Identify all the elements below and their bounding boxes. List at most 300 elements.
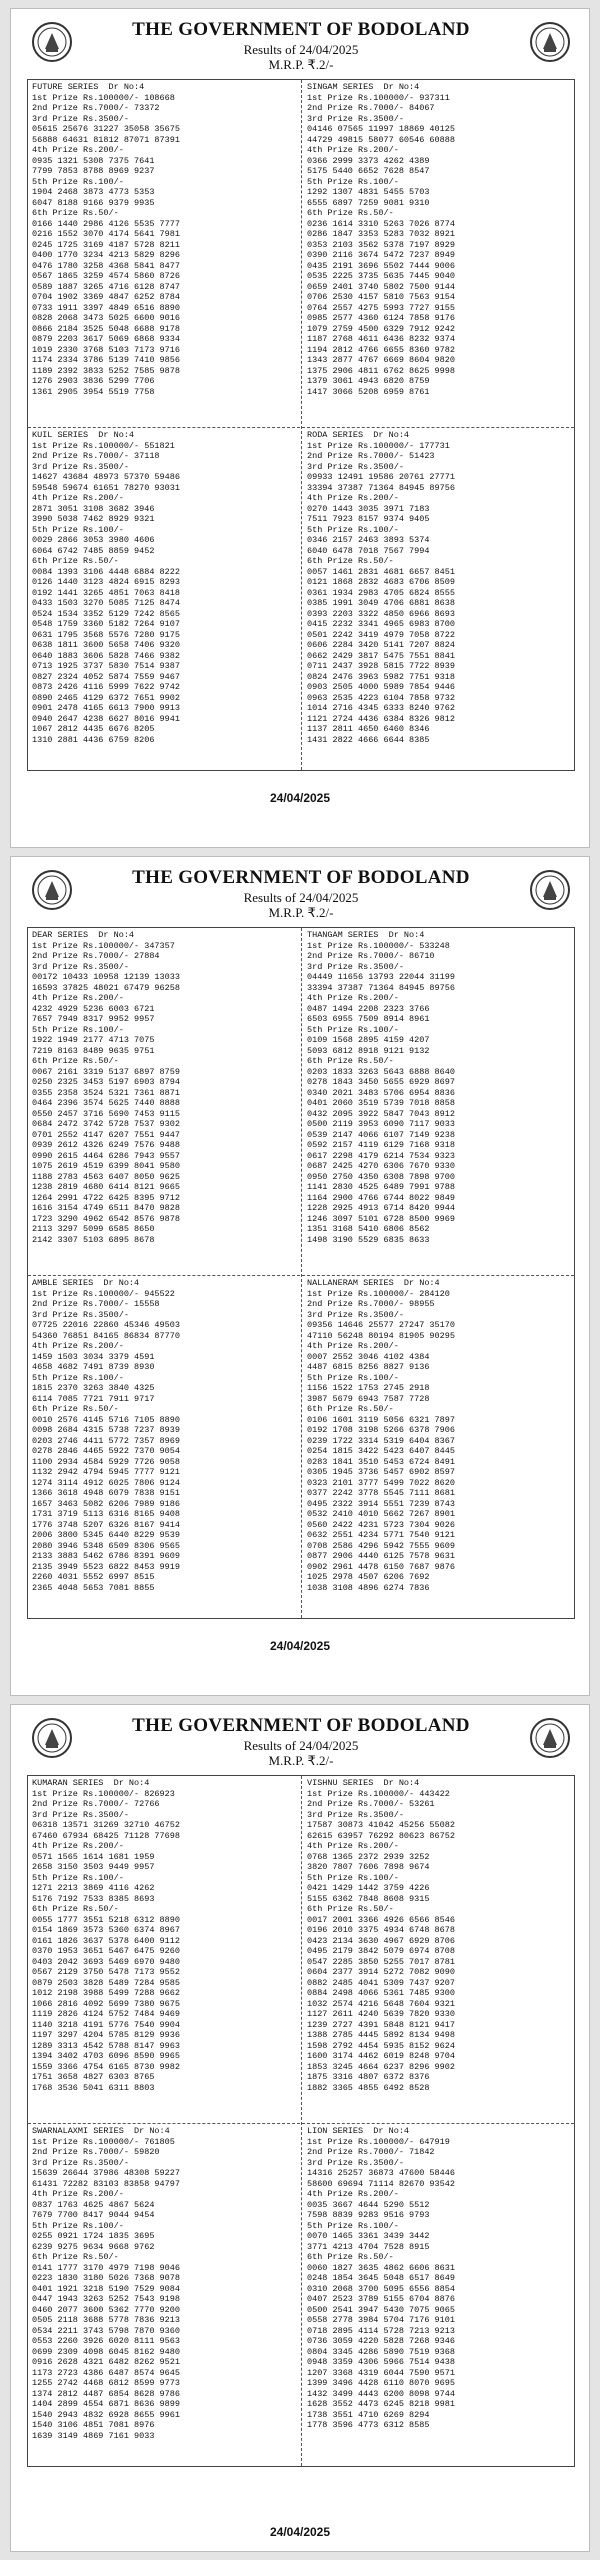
prize-numbers-row: 1121 2724 4436 6384 8326 9812 <box>307 713 455 724</box>
prize-numbers-row: 5176 7192 7533 8385 8693 <box>32 1893 155 1904</box>
prize-label: 6th Prize Rs.50/- <box>307 1056 394 1066</box>
second-prize: 2nd Prize Rs.7000/- 27884 <box>32 951 160 961</box>
prize-numbers-row: 0355 2358 3524 5321 7361 8871 <box>32 1087 180 1098</box>
first-prize: 1st Prize Rs.100000/- 761805 <box>32 2136 175 2147</box>
prize-numbers-row: 0500 2541 3947 5430 7075 9065 <box>307 2304 455 2315</box>
prize-numbers-row: 0948 3359 4306 5966 7514 9438 <box>307 2357 455 2367</box>
second-prize: 2nd Prize Rs.7000/- 98955 <box>307 1299 435 1309</box>
prize-numbers-row: 0029 2866 3053 3980 4606 <box>32 535 155 545</box>
prize-numbers-row: 0161 1826 3637 5378 6400 9112 <box>32 1935 180 1946</box>
prize-numbers-row: 0248 1854 3645 5048 6517 8649 <box>307 2273 455 2283</box>
prize-numbers-row: 0192 1441 3265 4851 7063 8418 <box>32 587 180 598</box>
prize-numbers-row: 1137 2811 4650 6460 8346 <box>307 724 430 734</box>
series-name: VISHNU SERIES Dr No:4 <box>307 1778 420 1788</box>
prize-numbers-row: 0877 2906 4440 6125 7578 9631 <box>307 1551 455 1561</box>
prize-numbers-row: 2658 3150 3503 9449 9957 <box>32 1862 155 1872</box>
emblem-icon <box>529 21 571 63</box>
prize-numbers-row: 0501 2242 3419 4979 7058 8722 <box>307 629 455 640</box>
prize-numbers-row: 0106 1601 3119 5056 6321 7897 <box>307 1414 455 1425</box>
prize-numbers-row: 1379 3061 4943 6820 8759 <box>307 376 430 386</box>
prize-numbers-row: 1768 3536 5041 6311 8803 <box>32 2082 155 2093</box>
first-prize: 1st Prize Rs.100000/- 826923 <box>32 1788 175 1799</box>
series-block <box>307 430 575 745</box>
prize-numbers-row: 0196 2010 3375 4934 6748 8678 <box>307 1925 455 1935</box>
prize-numbers-row: 0460 2077 3600 5362 7770 9200 <box>32 2304 180 2315</box>
prize-numbers-row: 0286 1847 3353 5283 7032 8921 <box>307 229 455 239</box>
prize-label: 4th Prize Rs.200/- <box>307 1341 399 1351</box>
prize-numbers-row: 0305 1945 3736 5457 6902 8597 <box>307 1467 455 1477</box>
first-prize: 1st Prize Rs.100000/- 945522 <box>32 1288 175 1299</box>
prize-numbers-row: 0659 2401 3740 5802 7500 9144 <box>307 281 455 292</box>
prize-numbers-row: 3990 5038 7462 8929 9321 <box>32 514 155 524</box>
series-name: NALLANERAM SERIES Dr No:4 <box>307 1278 440 1288</box>
prize-numbers-row: 0708 2586 4296 5942 7555 9609 <box>307 1540 455 1551</box>
prize-numbers-row: 0567 2129 3750 5478 7173 9552 <box>32 1967 180 1977</box>
column-divider <box>301 1776 302 2466</box>
prize-label: 3rd Prize Rs.3500/- <box>307 1309 404 1320</box>
prize-numbers-row: 07725 22016 22860 45346 49503 <box>32 1320 180 1330</box>
prize-numbers-row: 0560 2422 4231 5723 7304 9026 <box>307 1519 455 1530</box>
page-title: THE GOVERNMENT OF BODOLAND <box>132 867 470 888</box>
prize-numbers-row: 1239 2727 4391 5848 8121 9417 <box>307 2019 455 2030</box>
prize-numbers-row: 7219 8163 8489 9635 9751 <box>32 1045 155 1056</box>
prize-numbers-row: 33394 37387 71364 84945 89756 <box>307 982 455 993</box>
prize-numbers-row: 0141 1777 3170 4979 7198 9046 <box>32 2262 180 2273</box>
prize-label: 6th Prize Rs.50/- <box>307 1904 394 1914</box>
prize-numbers-row: 47110 56248 80194 81905 90295 <box>307 1330 455 1341</box>
prize-numbers-row: 1361 2905 3954 5519 7758 <box>32 386 155 397</box>
column-divider <box>301 928 302 1618</box>
prize-numbers-row: 0017 2001 3366 4926 6566 8546 <box>307 1914 455 1925</box>
series-name: SWARNALAXMI SERIES Dr No:4 <box>32 2126 170 2136</box>
prize-numbers-row: 44729 49815 58077 60546 60888 <box>307 134 455 145</box>
prize-numbers-row: 0035 3667 4644 5290 5512 <box>307 2199 430 2210</box>
prize-numbers-row: 0553 2260 3926 6020 8111 9563 <box>32 2336 180 2346</box>
prize-numbers-row: 1875 3316 4807 6372 8376 <box>307 2072 430 2082</box>
prize-numbers-row: 1922 1949 2177 4713 7075 <box>32 1035 155 1045</box>
prize-numbers-row: 0464 2396 3574 5625 7440 8888 <box>32 1098 180 1108</box>
result-sheet-3 <box>10 1704 590 2552</box>
prize-numbers-row: 0250 2325 3453 5197 6903 8794 <box>32 1077 180 1087</box>
prize-numbers-row: 1292 1307 4831 5455 5703 <box>307 187 430 197</box>
second-prize: 2nd Prize Rs.7000/- 86710 <box>307 951 435 961</box>
prize-numbers-row: 04146 07565 11997 18869 40125 <box>307 124 455 134</box>
prize-numbers-row: 7598 8839 9283 9516 9793 <box>307 2210 430 2220</box>
prize-numbers-row: 6064 6742 7485 8859 9452 <box>32 545 155 556</box>
prize-numbers-row: 0837 1763 4625 4867 5624 <box>32 2199 155 2210</box>
prize-numbers-row: 0401 2060 3519 5739 7018 8858 <box>307 1098 455 1108</box>
prize-numbers-row: 1343 2877 4767 6669 8604 9820 <box>307 355 455 365</box>
prize-label: 6th Prize Rs.50/- <box>32 1904 119 1914</box>
prize-numbers-row: 0393 2203 3322 4850 6966 8693 <box>307 608 455 619</box>
prize-numbers-row: 0254 1815 3422 5423 6407 8445 <box>307 1446 455 1456</box>
first-prize: 1st Prize Rs.100000/- 347357 <box>32 940 175 951</box>
prize-numbers-row: 04449 11656 13793 22044 31199 <box>307 972 455 982</box>
prize-numbers-row: 1164 2900 4766 6744 8022 9849 <box>307 1192 455 1203</box>
prize-numbers-row: 0255 0921 1724 1835 3695 <box>32 2231 155 2241</box>
second-prize: 2nd Prize Rs.7000/- 84067 <box>307 103 435 113</box>
prize-numbers-row: 3820 7807 7606 7898 9674 <box>307 1862 430 1872</box>
prize-numbers-row: 1187 2768 4611 6436 8232 9374 <box>307 334 455 344</box>
footer-date: 24/04/2025 <box>269 2525 331 2539</box>
prize-numbers-row: 0733 1911 3397 4849 6516 8890 <box>32 302 180 313</box>
prize-label: 5th Prize Rs.100/- <box>307 2220 399 2231</box>
second-prize: 2nd Prize Rs.7000/- 51423 <box>307 451 435 461</box>
prize-numbers-row: 2133 3883 5462 6786 8391 9609 <box>32 1551 180 1561</box>
prize-label: 6th Prize Rs.50/- <box>307 1404 394 1414</box>
prize-label: 3rd Prize Rs.3500/- <box>307 461 404 472</box>
prize-numbers-row: 1173 2723 4386 6487 8574 9645 <box>32 2367 180 2378</box>
prize-numbers-row: 0764 2557 4275 5993 7727 9155 <box>307 302 455 313</box>
result-sheet-1 <box>10 8 590 848</box>
prize-numbers-row: 0377 2242 3778 5545 7111 8681 <box>307 1488 455 1498</box>
series-block <box>307 930 575 1245</box>
prize-numbers-row: 1388 2785 4445 5892 8134 9498 <box>307 2030 455 2040</box>
prize-numbers-row: 1366 3618 4948 6079 7838 9151 <box>32 1488 180 1498</box>
prize-numbers-row: 1778 3596 4773 6312 8585 <box>307 2420 430 2430</box>
prize-label: 3rd Prize Rs.3500/- <box>32 961 129 972</box>
prize-numbers-row: 0963 2535 4223 6104 7858 9732 <box>307 692 455 703</box>
prize-numbers-row: 17587 30873 41042 45256 55082 <box>307 1820 455 1830</box>
prize-label: 3rd Prize Rs.3500/- <box>307 1809 404 1820</box>
prize-numbers-row: 0687 2425 4270 6306 7670 9330 <box>307 1161 455 1171</box>
series-block <box>307 82 575 397</box>
prize-numbers-row: 0310 2068 3700 5095 6556 8854 <box>307 2283 455 2294</box>
prize-numbers-row: 1540 2943 4832 6928 8655 9961 <box>32 2409 180 2420</box>
prize-numbers-row: 1274 3114 4912 6025 7806 9124 <box>32 1477 180 1488</box>
prize-numbers-row: 0236 1614 3310 5263 7026 8774 <box>307 218 455 229</box>
prize-numbers-row: 1432 3499 4443 6200 8098 9744 <box>307 2388 455 2399</box>
prize-numbers-row: 0617 2298 4179 6214 7534 9323 <box>307 1150 455 1161</box>
prize-numbers-row: 0804 3345 4286 5890 7519 9368 <box>307 2346 455 2357</box>
prize-numbers-row: 7657 7949 8317 9952 9957 <box>32 1014 155 1024</box>
prize-numbers-row: 1264 2991 4722 6425 8395 9712 <box>32 1192 180 1203</box>
prize-numbers-row: 0433 1503 3270 5085 7125 8474 <box>32 598 180 608</box>
prize-numbers-row: 0534 2211 3743 5798 7870 9360 <box>32 2325 180 2336</box>
prize-numbers-row: 0903 2505 4000 5989 7854 9446 <box>307 682 455 692</box>
prize-label: 6th Prize Rs.50/- <box>307 2252 394 2262</box>
prize-numbers-row: 2142 3307 5103 6895 8678 <box>32 1234 155 1245</box>
footer-date: 24/04/2025 <box>269 1639 331 1653</box>
results-grid <box>27 1775 575 2467</box>
prize-numbers-row: 0361 1934 2983 4705 6824 8555 <box>307 587 455 598</box>
prize-numbers-row: 1066 2816 4092 5699 7380 9675 <box>32 1998 180 2009</box>
prize-numbers-row: 0400 1770 3234 4213 5829 8296 <box>32 250 180 260</box>
prize-numbers-row: 0007 2552 3046 4102 4384 <box>307 1351 430 1362</box>
prize-numbers-row: 2260 4031 5552 6997 8515 <box>32 1572 155 1582</box>
prize-numbers-row: 0547 2285 3850 5255 7017 8781 <box>307 1956 455 1967</box>
prize-label: 4th Prize Rs.200/- <box>32 993 124 1003</box>
prize-numbers-row: 0423 2134 3630 4967 6929 8706 <box>307 1935 455 1946</box>
prize-numbers-row: 0435 2191 3696 5502 7444 9006 <box>307 260 455 271</box>
prize-numbers-row: 1289 3313 4542 5788 8147 9963 <box>32 2040 180 2051</box>
prize-numbers-row: 0550 2457 3716 5690 7453 9115 <box>32 1108 180 1119</box>
prize-numbers-row: 1019 2330 3768 5103 7173 9716 <box>32 344 180 355</box>
prize-numbers-row: 0592 2157 4119 6129 7168 9318 <box>307 1140 455 1150</box>
prize-numbers-row: 0283 1841 3510 5453 6724 8491 <box>307 1456 455 1467</box>
first-prize: 1st Prize Rs.100000/- 937311 <box>307 92 450 103</box>
prize-numbers-row: 1600 3174 4462 6019 8248 9704 <box>307 2051 455 2061</box>
prize-numbers-row: 0432 2095 3922 5847 7043 8912 <box>307 1108 455 1119</box>
prize-numbers-row: 0340 2021 3483 5706 6954 8836 <box>307 1087 455 1098</box>
prize-numbers-row: 0890 2465 4129 6372 7651 9902 <box>32 692 180 703</box>
prize-numbers-row: 06318 13571 31269 32710 46752 <box>32 1820 180 1830</box>
prize-label: 6th Prize Rs.50/- <box>32 2252 119 2262</box>
prize-numbers-row: 1628 3552 4473 6245 8218 9981 <box>307 2399 455 2409</box>
prize-numbers-row: 33394 37387 71364 84945 89756 <box>307 482 455 493</box>
page-title: THE GOVERNMENT OF BODOLAND <box>132 19 470 40</box>
prize-numbers-row: 1394 3402 4703 6096 8590 9965 <box>32 2051 180 2061</box>
prize-numbers-row: 5093 6812 8918 9121 9132 <box>307 1045 430 1056</box>
series-block <box>32 430 300 745</box>
prize-numbers-row: 0346 2157 2463 3893 5374 <box>307 535 430 545</box>
prize-numbers-row: 1374 2812 4487 6854 8628 9786 <box>32 2388 180 2399</box>
prize-numbers-row: 6503 6955 7509 8914 8961 <box>307 1014 430 1024</box>
prize-label: 4th Prize Rs.200/- <box>32 2189 124 2199</box>
prize-numbers-row: 0539 2147 4066 6107 7149 9238 <box>307 1129 455 1140</box>
prize-numbers-row: 0718 2895 4114 5728 7213 9213 <box>307 2325 455 2336</box>
prize-label: 6th Prize Rs.50/- <box>307 208 394 218</box>
prize-numbers-row: 1207 3368 4319 6044 7590 9571 <box>307 2367 455 2378</box>
prize-label: 3rd Prize Rs.3500/- <box>32 113 129 124</box>
prize-numbers-row: 1032 2574 4216 5648 7604 9321 <box>307 1998 455 2009</box>
footer-date: 24/04/2025 <box>269 791 331 805</box>
prize-numbers-row: 2135 3949 5523 6822 8453 9919 <box>32 1561 180 1572</box>
prize-label: 4th Prize Rs.200/- <box>307 993 399 1003</box>
prize-numbers-row: 1156 1522 1753 2745 2918 <box>307 1383 430 1393</box>
prize-label: 5th Prize Rs.100/- <box>307 176 399 187</box>
series-name: DEAR SERIES Dr No:4 <box>32 930 135 940</box>
prize-numbers-row: 00172 10433 10958 12139 13033 <box>32 972 180 982</box>
prize-numbers-row: 0935 1321 5308 7375 7641 <box>32 155 155 166</box>
prize-label: 4th Prize Rs.200/- <box>32 1841 124 1851</box>
prize-numbers-row: 4487 6815 8256 8827 9136 <box>307 1362 430 1372</box>
prize-numbers-row: 6040 6478 7018 7567 7994 <box>307 545 430 556</box>
emblem-icon <box>529 1717 571 1759</box>
prize-numbers-row: 0505 2118 3688 5778 7836 9213 <box>32 2315 180 2325</box>
prize-numbers-row: 0495 2179 3842 5079 6974 8708 <box>307 1946 455 1956</box>
prize-numbers-row: 4232 4929 5236 6003 6721 <box>32 1003 155 1014</box>
prize-label: 6th Prize Rs.50/- <box>307 556 394 566</box>
prize-numbers-row: 14627 43684 48973 57370 59486 <box>32 472 180 482</box>
prize-numbers-row: 1431 2822 4666 6644 8385 <box>307 734 430 745</box>
prize-numbers-row: 1255 2742 4468 6812 8599 9773 <box>32 2378 180 2388</box>
prize-numbers-row: 2006 3800 5345 6440 8229 9539 <box>32 1530 180 1540</box>
prize-numbers-row: 4658 4682 7491 8739 8930 <box>32 1362 155 1372</box>
prize-numbers-row: 0403 2042 3693 5469 6970 9480 <box>32 1956 180 1967</box>
prize-numbers-row: 1559 3366 4754 6165 8730 9982 <box>32 2061 180 2072</box>
prize-label: 5th Prize Rs.100/- <box>307 524 399 535</box>
prize-numbers-row: 0684 2472 3742 5728 7537 9302 <box>32 1119 180 1129</box>
prize-numbers-row: 0154 1869 3573 5360 6374 8967 <box>32 1925 180 1935</box>
prize-numbers-row: 0010 2576 4145 5716 7105 8890 <box>32 1414 180 1425</box>
prize-numbers-row: 0223 1830 3180 5026 7368 9078 <box>32 2273 180 2283</box>
prize-numbers-row: 0571 1565 1614 1681 1959 <box>32 1851 155 1862</box>
prize-numbers-row: 1100 2934 4584 5929 7726 9058 <box>32 1456 180 1467</box>
prize-numbers-row: 62615 63957 76292 80623 86752 <box>307 1830 455 1841</box>
prize-label: 3rd Prize Rs.3500/- <box>32 1309 129 1320</box>
prize-numbers-row: 0950 2750 4350 6308 7898 9700 <box>307 1171 455 1182</box>
prize-numbers-row: 0216 1552 3070 4174 5641 7981 <box>32 229 180 239</box>
prize-numbers-row: 2080 3946 5348 6509 8306 9565 <box>32 1540 180 1551</box>
prize-numbers-row: 1904 2468 3873 4773 5353 <box>32 187 155 197</box>
prize-label: 6th Prize Rs.50/- <box>32 556 119 566</box>
series-block <box>307 1278 575 1593</box>
prize-numbers-row: 1639 3149 4869 7161 9033 <box>32 2430 155 2441</box>
prize-numbers-row: 0558 2778 3984 5704 7176 9101 <box>307 2315 455 2325</box>
prize-numbers-row: 05615 25676 31227 35058 35675 <box>32 124 180 134</box>
prize-label: 5th Prize Rs.100/- <box>32 1372 124 1383</box>
prize-numbers-row: 1025 2978 4507 6206 7692 <box>307 1572 430 1582</box>
prize-numbers-row: 0884 2498 4066 5361 7485 9300 <box>307 1988 455 1998</box>
prize-numbers-row: 54360 76851 84165 86834 87770 <box>32 1330 180 1341</box>
prize-numbers-row: 1038 3108 4896 6274 7836 <box>307 1582 430 1593</box>
prize-numbers-row: 6239 9275 9634 9668 9762 <box>32 2241 155 2252</box>
first-prize: 1st Prize Rs.100000/- 443422 <box>307 1788 450 1799</box>
prize-numbers-row: 7511 7923 8157 9374 9405 <box>307 514 430 524</box>
prize-numbers-row: 0239 1722 3314 5319 6404 8367 <box>307 1435 455 1446</box>
prize-label: 3rd Prize Rs.3500/- <box>32 461 129 472</box>
series-block <box>307 2126 575 2431</box>
prize-label: 3rd Prize Rs.3500/- <box>32 1809 129 1820</box>
prize-numbers-row: 2365 4048 5653 7081 8855 <box>32 1582 155 1593</box>
prize-numbers-row: 1067 2812 4435 6676 8205 <box>32 724 155 734</box>
prize-numbers-row: 0385 1991 3049 4706 6881 8638 <box>307 598 455 608</box>
prize-numbers-row: 0701 2552 4147 6207 7551 9447 <box>32 1129 180 1140</box>
first-prize: 1st Prize Rs.100000/- 533248 <box>307 940 450 951</box>
prize-numbers-row: 0699 2309 4098 6045 8162 9480 <box>32 2346 180 2357</box>
sheet-header <box>11 857 591 931</box>
prize-numbers-row: 1616 3154 4749 6511 8470 9828 <box>32 1203 180 1213</box>
prize-label: 5th Prize Rs.100/- <box>32 524 124 535</box>
prize-numbers-row: 0109 1568 2895 4159 4207 <box>307 1035 430 1045</box>
second-prize: 2nd Prize Rs.7000/- 37118 <box>32 451 160 461</box>
prize-label: 5th Prize Rs.100/- <box>32 2220 124 2231</box>
prize-numbers-row: 1738 3551 4710 6269 8294 <box>307 2409 430 2420</box>
second-prize: 2nd Prize Rs.7000/- 15558 <box>32 1299 160 1309</box>
prize-numbers-row: 1723 3290 4962 6542 8576 9878 <box>32 1213 180 1224</box>
results-grid <box>27 927 575 1619</box>
prize-numbers-row: 0711 2437 3928 5815 7722 8939 <box>307 661 455 671</box>
prize-numbers-row: 0704 1902 3369 4847 6252 8784 <box>32 292 180 302</box>
prize-numbers-row: 1140 3218 4191 5776 7540 9904 <box>32 2019 180 2030</box>
series-name: FUTURE SERIES Dr No:4 <box>32 82 145 92</box>
prize-numbers-row: 1127 2611 4240 5639 7820 9330 <box>307 2009 455 2019</box>
prize-numbers-row: 0278 2846 4465 5922 7370 9054 <box>32 1446 180 1456</box>
results-date: Results of 24/04/2025 <box>243 42 359 57</box>
series-name: KUMARAN SERIES Dr No:4 <box>32 1778 150 1788</box>
series-block <box>307 1778 575 2093</box>
prize-numbers-row: 0447 1943 3263 5252 7543 9198 <box>32 2294 180 2304</box>
series-name: KUIL SERIES Dr No:4 <box>32 430 135 440</box>
prize-numbers-row: 0057 1461 2831 4681 6657 8451 <box>307 566 455 577</box>
prize-numbers-row: 1132 2942 4794 5945 7777 9121 <box>32 1467 180 1477</box>
prize-numbers-row: 0902 2961 4478 6150 7687 9876 <box>307 1561 455 1572</box>
prize-numbers-row: 0535 2225 3735 5635 7445 9040 <box>307 271 455 281</box>
prize-label: 4th Prize Rs.200/- <box>307 493 399 503</box>
prize-numbers-row: 0631 1795 3568 5576 7280 9175 <box>32 629 180 640</box>
sheet-header <box>11 9 591 83</box>
prize-label: 3rd Prize Rs.3500/- <box>32 2157 129 2168</box>
prize-numbers-row: 0879 2503 3828 5489 7284 9585 <box>32 1977 180 1988</box>
prize-numbers-row: 1751 3658 4827 6303 8765 <box>32 2072 155 2082</box>
prize-numbers-row: 1246 3097 5101 6728 8500 9969 <box>307 1213 455 1224</box>
prize-numbers-row: 61431 72282 83103 83858 94797 <box>32 2178 180 2189</box>
prize-numbers-row: 0873 2426 4116 5999 7622 9742 <box>32 682 180 692</box>
prize-numbers-row: 1197 3297 4204 5785 8129 9936 <box>32 2030 180 2040</box>
prize-numbers-row: 1271 2213 3869 4116 4262 <box>32 1883 155 1893</box>
prize-label: 4th Prize Rs.200/- <box>32 493 124 503</box>
first-prize: 1st Prize Rs.100000/- 108668 <box>32 92 175 103</box>
prize-numbers-row: 0990 2615 4464 6286 7943 9557 <box>32 1150 180 1161</box>
prize-label: 5th Prize Rs.100/- <box>32 176 124 187</box>
prize-numbers-row: 1351 3168 5410 6806 8562 <box>307 1224 430 1234</box>
prize-numbers-row: 2871 3051 3108 3682 3946 <box>32 503 155 514</box>
prize-numbers-row: 0166 1440 2986 4126 5535 7777 <box>32 218 180 229</box>
prize-numbers-row: 0827 2324 4052 5874 7559 9467 <box>32 671 180 682</box>
prize-numbers-row: 1882 3365 4855 6492 8528 <box>307 2082 430 2093</box>
prize-numbers-row: 0401 1921 3218 5190 7529 9084 <box>32 2283 180 2294</box>
prize-numbers-row: 1174 2334 3786 5139 7410 9856 <box>32 355 180 365</box>
prize-numbers-row: 0828 2068 3473 5025 6600 9016 <box>32 313 180 323</box>
results-grid <box>27 79 575 771</box>
prize-numbers-row: 0495 2322 3914 5551 7239 8743 <box>307 1498 455 1509</box>
prize-numbers-row: 1119 2826 4124 5752 7484 9469 <box>32 2009 180 2019</box>
results-date: Results of 24/04/2025 <box>243 1738 359 1753</box>
second-prize: 2nd Prize Rs.7000/- 72766 <box>32 1799 160 1809</box>
prize-numbers-row: 3771 4213 4704 7528 8915 <box>307 2241 430 2252</box>
prize-numbers-row: 0415 2232 3341 4965 6983 8700 <box>307 619 455 629</box>
prize-label: 4th Prize Rs.200/- <box>32 1341 124 1351</box>
second-prize: 2nd Prize Rs.7000/- 59820 <box>32 2147 160 2157</box>
prize-numbers-row: 5175 5440 6652 7628 8547 <box>307 166 430 176</box>
prize-label: 4th Prize Rs.200/- <box>32 145 124 155</box>
prize-numbers-row: 58600 69694 71114 82670 93542 <box>307 2178 455 2189</box>
series-block <box>32 930 300 1245</box>
prize-numbers-row: 0632 2551 4234 5771 7540 9121 <box>307 1530 455 1540</box>
prize-label: 3rd Prize Rs.3500/- <box>307 113 404 124</box>
prize-label: 6th Prize Rs.50/- <box>32 1404 119 1414</box>
prize-numbers-row: 0916 2628 4321 6482 8262 9521 <box>32 2357 180 2367</box>
prize-numbers-row: 0567 1865 3259 4574 5860 8726 <box>32 271 180 281</box>
prize-numbers-row: 0939 2612 4326 6249 7576 9488 <box>32 1140 180 1150</box>
prize-numbers-row: 3987 5679 6943 7587 7728 <box>307 1393 430 1404</box>
prize-numbers-row: 1276 2903 3836 5299 7706 <box>32 376 155 386</box>
prize-numbers-row: 14316 25257 36873 47600 58446 <box>307 2168 455 2178</box>
prize-numbers-row: 1238 2819 4680 6414 8121 9665 <box>32 1182 180 1192</box>
prize-numbers-row: 0390 2116 3674 5472 7237 8949 <box>307 250 455 260</box>
prize-numbers-row: 0606 2284 3420 5141 7207 8824 <box>307 640 455 650</box>
prize-numbers-row: 1731 3719 5113 6316 8165 9408 <box>32 1509 180 1519</box>
prize-numbers-row: 1498 3190 5529 6835 8633 <box>307 1234 430 1245</box>
prize-numbers-row: 0067 2161 3319 5137 6897 8759 <box>32 1066 180 1077</box>
row-divider <box>28 1275 574 1276</box>
prize-numbers-row: 0589 1887 3265 4716 6128 8747 <box>32 281 180 292</box>
prize-label: 4th Prize Rs.200/- <box>307 1841 399 1851</box>
first-prize: 1st Prize Rs.100000/- 551821 <box>32 440 175 451</box>
prize-numbers-row: 0532 2410 4010 5662 7267 8901 <box>307 1509 455 1519</box>
series-block <box>32 1278 300 1593</box>
prize-numbers-row: 0098 2684 4315 5738 7237 8939 <box>32 1425 180 1435</box>
mrp-label: M.R.P. ₹.2/- <box>268 1753 334 1768</box>
prize-numbers-row: 0192 1708 3198 5266 6378 7906 <box>307 1425 455 1435</box>
prize-numbers-row: 1399 3496 4428 6110 8070 9695 <box>307 2378 455 2388</box>
prize-label: 4th Prize Rs.200/- <box>307 2189 399 2199</box>
results-date: Results of 24/04/2025 <box>243 890 359 905</box>
second-prize: 2nd Prize Rs.7000/- 53261 <box>307 1799 435 1809</box>
prize-numbers-row: 0121 1868 2832 4683 6706 8509 <box>307 577 455 587</box>
prize-numbers-row: 1310 2881 4436 6759 8206 <box>32 734 155 745</box>
